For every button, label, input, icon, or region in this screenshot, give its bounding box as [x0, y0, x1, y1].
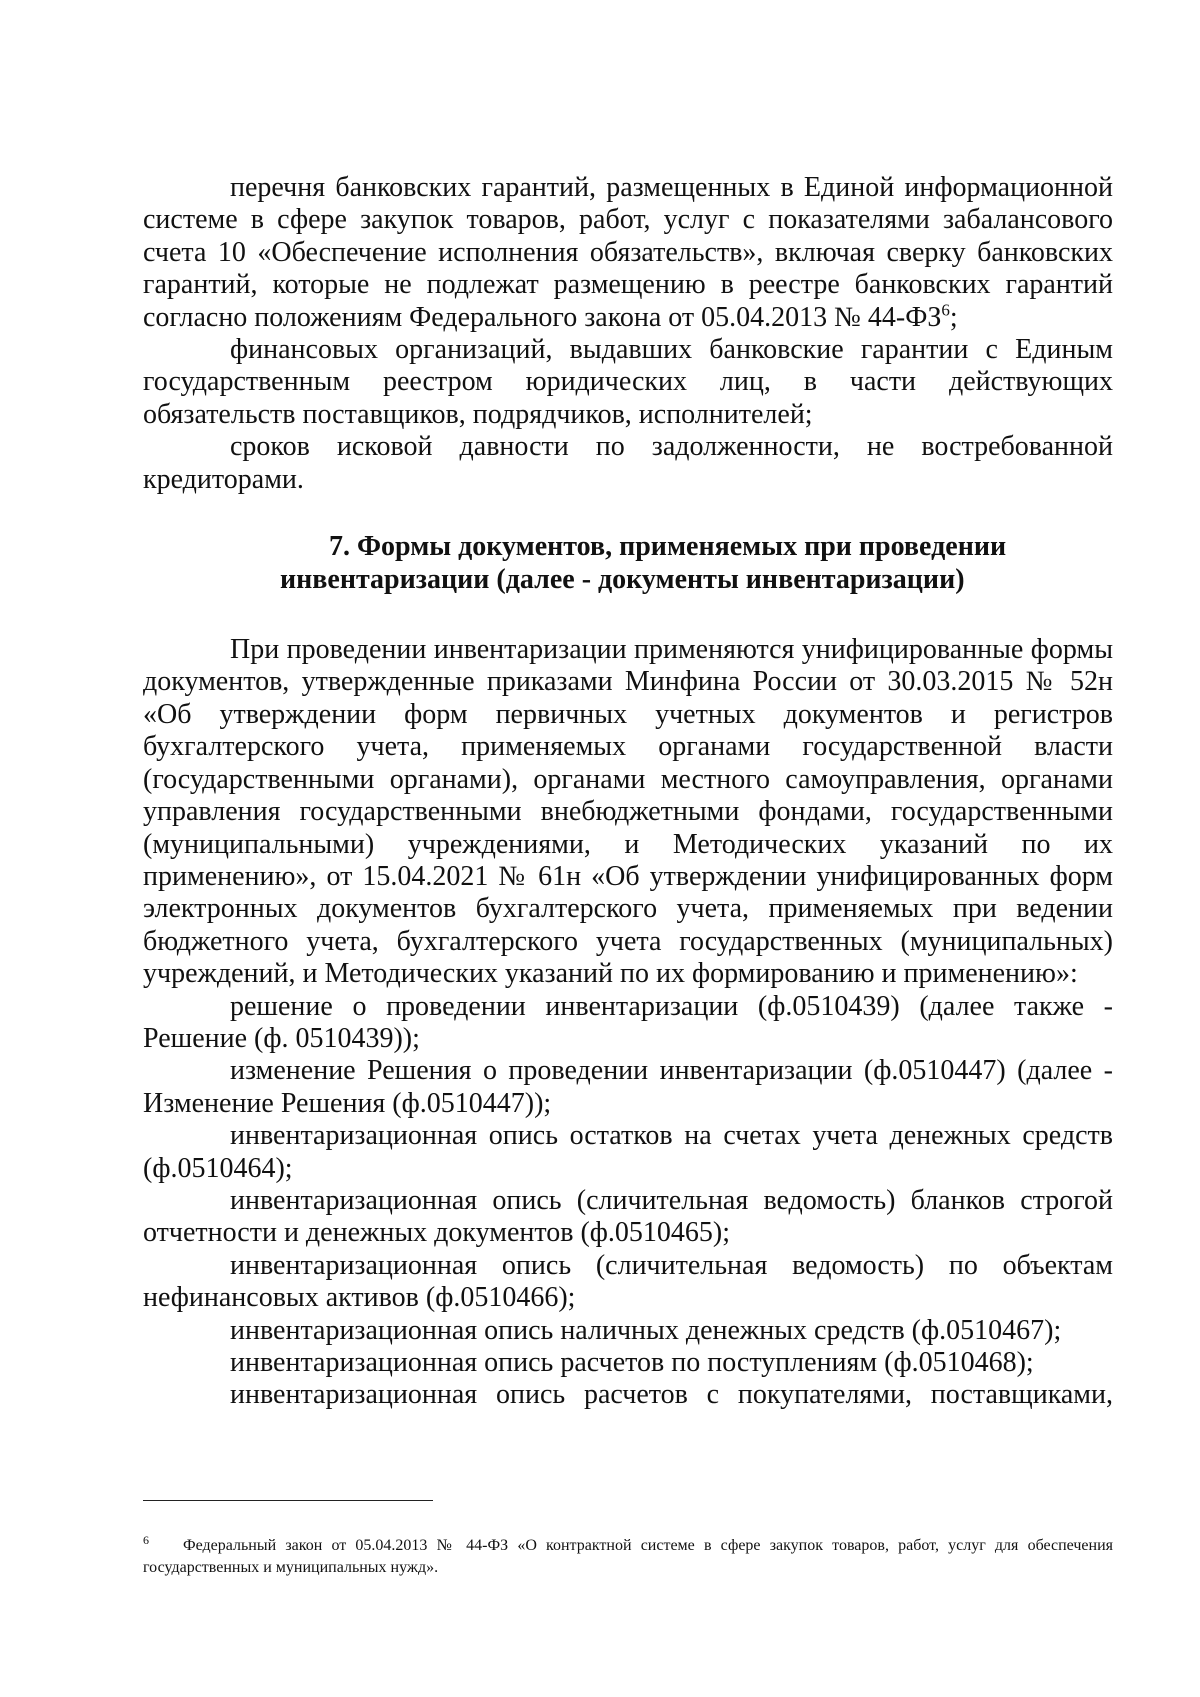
footnote-number: 6 — [143, 1532, 149, 1547]
footnote-reference[interactable]: 6 — [941, 300, 950, 320]
list-item-settlements-buyers: инвентаризационная опись расчетов с покупателями, поставщиками, — [230, 1379, 1113, 1411]
paragraph-bank-guarantees — [143, 172, 1113, 334]
list-item-form-0510447: изменение Решения о проведении инвентаризации (ф.0510447) (далее - Изменение Решения (ф.0510447)); — [143, 1055, 1113, 1119]
paragraph-tail: ; — [949, 301, 958, 333]
list-item-form-0510464: инвентаризационная опись остатков на счетах учета денежных средств (ф.0510464); — [143, 1120, 1113, 1184]
list-item-form-0510465: инвентаризационная опись (сличительная ведомость) бланков строгой отчетности и денежных документов (ф.0510465); — [143, 1184, 1113, 1249]
paragraph-text: перечня банковских гарантий, размещенных в Единой информационной системе в сфере закупок товаров, работ, услуг с показателями забалансового счета 10 «Обеспечение исполнения обязательств», включая сверку банковских гарантий, которые не подлежат размещению в реестре банковских гарантий согласно положениям Федерального закона от 05.04.2013 № 44-ФЗ — [143, 172, 1113, 333]
document-body — [143, 172, 1113, 1412]
list-item-form-0510466: инвентаризационная опись (сличительная ведомость) по объектам нефинансовых активов (ф.0510466); — [143, 1249, 1113, 1314]
list-item-form-0510467: инвентаризационная опись наличных денежных средств (ф.0510467); — [230, 1314, 1062, 1346]
paragraph-unified-forms: При проведении инвентаризации применяются унифицированные формы документов, утвержденные приказами Минфина России от 30.03.2015 № 52н «Об утверждении форм первичных учетных документов и регистров бухгалтерского учета, применяемых органами государственной власти (государственными органами), органами местного самоуправления, органами управления государственными внебюджетными фондами, государственными (муниципальными) учреждениями, и Методических указаний по их применению», от 15.04.2021 № 61н «Об утверждении унифицированных форм электронных документов бухгалтерского учета, применяемых при ведении бюджетного учета, бухгалтерского учета государственных (муниципальных) учреждений, и Методических указаний по их формированию и применению»: — [143, 634, 1113, 990]
section-heading — [143, 530, 1113, 596]
paragraph-financial-orgs: финансовых организаций, выдавших банковские гарантии с Единым государственным реестром юридических лиц, в части действующих обязательств поставщиков, подрядчиков, исполнителей; — [143, 334, 1113, 430]
list-item-form-0510468: инвентаризационная опись расчетов по поступлениям (ф.0510468); — [230, 1347, 1034, 1378]
footnote — [143, 1532, 1113, 1579]
section-heading-line-2: инвентаризации (далее - документы инвентаризации) — [280, 564, 965, 596]
list-item-form-0510439: решение о проведении инвентаризации (ф.0510439) (далее также - Решение (ф. 0510439)); — [143, 990, 1113, 1054]
footnote-separator — [143, 1500, 433, 1501]
section-heading-line-1: 7. Формы документов, применяемых при проведении — [329, 531, 1007, 563]
footnote-text: Федеральный закон от 05.04.2013 № 44-ФЗ «О контрактной системе в сфере закупок товаров, работ, услуг для обеспечения государственных и муниципальных нужд». — [143, 1537, 1113, 1576]
paragraph-limitation-periods: сроков исковой давности по задолженности, не востребованной кредиторами. — [143, 431, 1113, 495]
